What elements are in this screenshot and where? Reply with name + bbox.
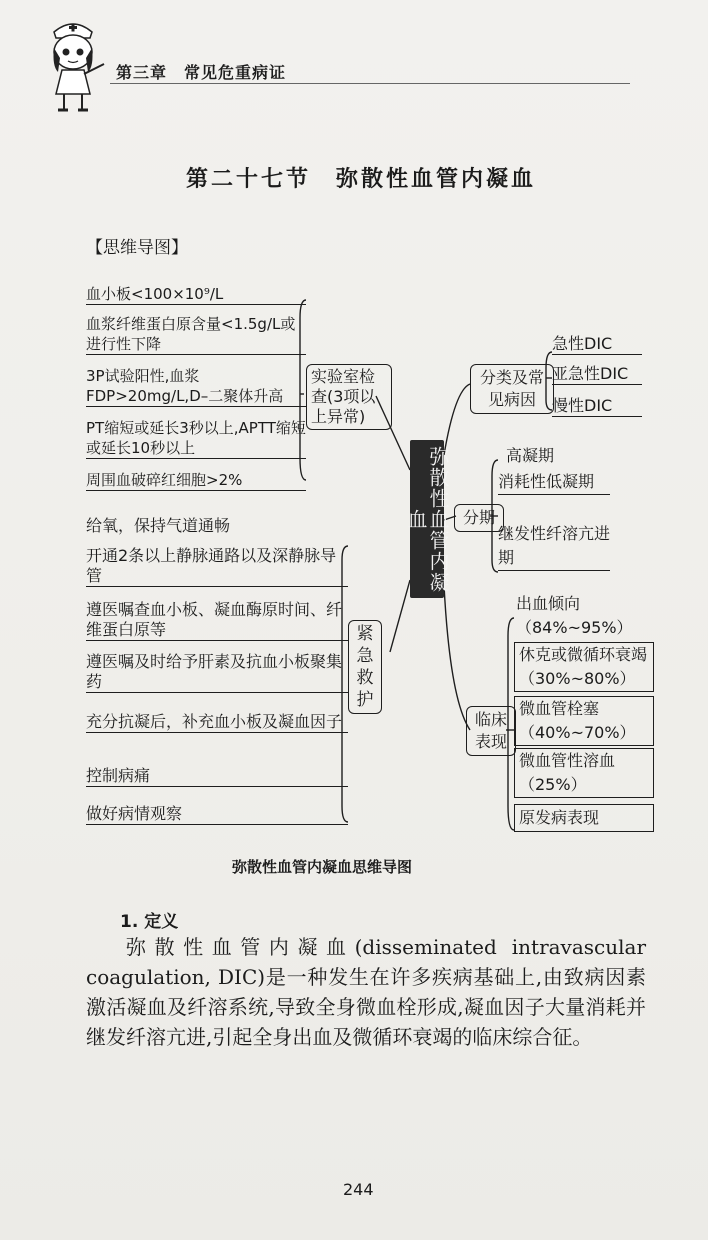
lab-item: 3P试验阳性,血浆FDP>20mg/L,D–二聚体升高 <box>86 366 306 407</box>
staging-item: 高凝期 <box>506 446 555 465</box>
lab-item: PT缩短或延长3秒以上,APTT缩短或延长10秒以上 <box>86 419 306 457</box>
lab-item: 血小板<100×10⁹/L <box>86 284 306 305</box>
chapter-header: 第三章 常见危重病证 <box>116 63 287 82</box>
lab-node: 实验室检查(3项以上异常) <box>306 364 392 430</box>
classification-item: 慢性DIC <box>552 396 642 417</box>
rescue-item: 控制病痛 <box>86 766 348 787</box>
clinical-item: 微血管性溶血（25%） <box>514 748 654 798</box>
figure-caption: 弥散性血管内凝血思维导图 <box>232 858 413 876</box>
classification-item: 亚急性DIC <box>552 364 642 385</box>
definition-paragraph: 弥散性血管内凝血(disseminated intravascular coagulation, DIC)是一种发生在许多疾病基础上,由致病因素激活凝血及纤溶系统,导致全身微血栓形成,凝血因子大量消耗并继发纤溶亢进,引起全身出血及微循环衰竭的临床综合征。 <box>86 935 646 1049</box>
mindmap-label: 【思维导图】 <box>86 238 188 258</box>
clinical-node: 临床表现 <box>466 706 516 756</box>
staging-item: 消耗性低凝期 <box>498 470 610 495</box>
center-node: 弥散性血管内凝血 <box>410 440 444 598</box>
lab-item: 血浆纤维蛋白原含量<1.5g/L或进行性下降 <box>86 314 306 355</box>
rescue-item: 遵医嘱查血小板、凝血酶原时间、纤维蛋白原等 <box>86 600 348 641</box>
section-title: 第二十七节 弥散性血管内凝血 <box>186 166 537 192</box>
clinical-item: 原发病表现 <box>514 804 654 832</box>
clinical-item: 微血管栓塞（40%~70%） <box>514 696 654 746</box>
definition-heading: 1. 定义 <box>120 912 179 932</box>
staging-node: 分期 <box>454 504 504 532</box>
rescue-item: 开通2条以上静脉通路以及深静脉导管 <box>86 546 348 587</box>
rescue-item: 给氧，保持气道通畅 <box>86 516 231 535</box>
rescue-item: 遵医嘱及时给予肝素及抗血小板聚集药 <box>86 652 348 693</box>
page-number: 244 <box>343 1180 374 1199</box>
clinical-item: 出血倾向（84%~95%） <box>516 594 633 637</box>
staging-item: 继发性纤溶亢进期 <box>498 522 610 571</box>
clinical-item: 休克或微循环衰竭（30%~80%） <box>514 642 654 692</box>
classification-item: 急性DIC <box>552 334 642 355</box>
rescue-item: 做好病情观察 <box>86 804 348 825</box>
rescue-item: 充分抗凝后，补充血小板及凝血因子 <box>86 712 348 733</box>
rescue-node: 紧急救护 <box>348 620 382 714</box>
lab-item: 周围血破碎红细胞>2% <box>86 470 306 491</box>
classification-node: 分类及常见病因 <box>470 364 554 414</box>
